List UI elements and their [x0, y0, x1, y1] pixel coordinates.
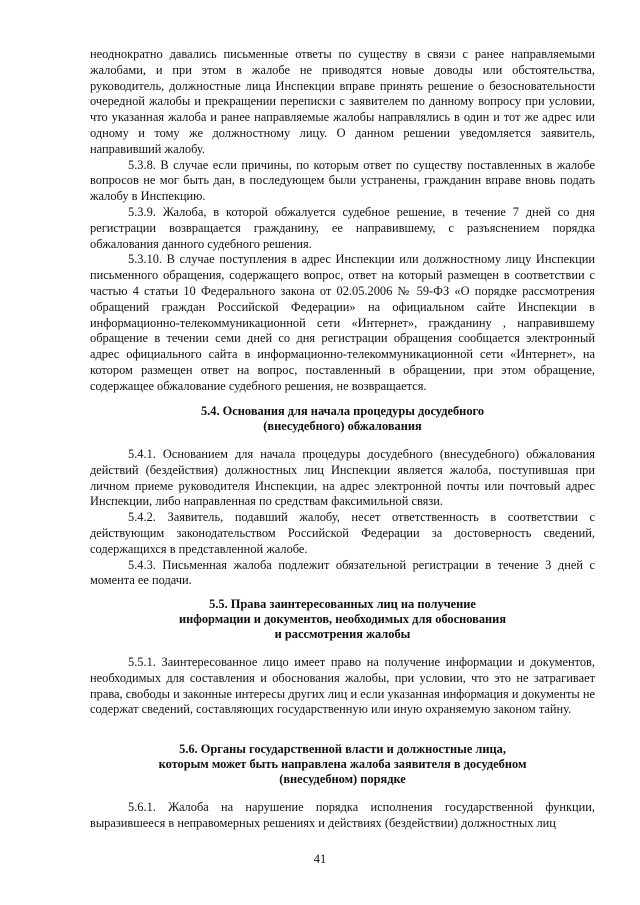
heading-line: и рассмотрения жалобы: [274, 627, 411, 642]
page-number: 41: [313, 852, 327, 866]
paragraph-5-3-10: 5.3.10. В случае поступления в адрес Инспекции или должностному лицу Инспекции письменного обращения, содержащего вопрос, ответ на который размещен в соответствии с частью 4 статьи 10 Федерального закона от 02.05.2006 № 59-ФЗ «О порядке рассмотрения обращений граждан Российской Федерации» на официальном сайте Инспекции в информационно-телекоммуникационной сети «Интернет», гражданину , направившему обращение в течении семи дней со дня регистрации обращения сообщается электронный адрес официального сайта в информационно-телекоммуникационной сети «Интернет», на котором размещен ответ на вопрос, поставленный в обращении, при этом обращение, содержащее обжалование судебного решения, не возвращается.: [90, 252, 595, 393]
paragraph-5-4-3: 5.4.3. Письменная жалоба подлежит обязательной регистрации в течение 3 дней с момента ее подачи.: [90, 557, 595, 588]
heading-line: 5.5. Права заинтересованных лиц на получение: [209, 597, 476, 611]
heading-line: 5.4. Основания для начала процедуры досудебного: [200, 404, 485, 418]
paragraph-5-3-8: 5.3.8. В случае если причины, по которым ответ по существу поставленных в жалобе вопросов не мог быть дан, в последующем были устранены, гражданин вправе вновь подать жалобу в Инспекцию.: [90, 157, 595, 204]
section-heading-5-6: [90, 742, 595, 788]
text-block-5-3: [90, 47, 595, 395]
paragraph-5-4-2: 5.4.2. Заявитель, подавший жалобу, несет ответственность в соответствии с действующим законодательством Российской Федерации за достоверность сведений, содержащихся в представленной жалобе.: [90, 510, 595, 556]
heading-line: 5.6. Органы государственной власти и должностные лица,: [179, 742, 506, 756]
heading-line: (внесудебном) порядке: [279, 772, 406, 787]
heading-line: информации и документов, необходимых для обоснования: [178, 612, 507, 627]
paragraph-5-3-9: 5.3.9. Жалоба, в которой обжалуется судебное решение, в течение 7 дней со дня регистрации возвращается гражданину, ее направившему, с разъяснением порядка обжалования данного судебного решения.: [90, 204, 595, 251]
section-heading-5-5: [90, 597, 595, 643]
text-block-5-5: [90, 655, 595, 718]
paragraph-5-5-1: 5.5.1. Заинтересованное лицо имеет право на получение информации и документов, необходимых для составления и обоснования жалобы, при условии, что это не затрагивает права, свободы и законные интересы других лиц и если указанная информация и документы не содержат сведений, составляющих государственную или иную охраняемую законом тайну.: [90, 655, 595, 717]
text-block-5-6: [90, 800, 595, 832]
paragraph-5-6-1: 5.6.1. Жалоба на нарушение порядка исполнения государственной функции, выразившееся в неправомерных решениях и действиях (бездействии) должностных лиц: [90, 800, 595, 830]
text-block-5-4: [90, 447, 595, 589]
paragraph-continuation: неоднократно давались письменные ответы по существу в связи с ранее направляемыми жалобами, и при этом в жалобе не приводятся новые доводы или обстоятельства, руководитель, должностные лица Инспекции вправе принять решение о безосновательности очередной жалобы и прекращении переписки с заявителем по данному вопросу при условии, что указанная жалоба и ранее направляемые жалобы направлялись в один и тот же адрес или одному и тому же должностному лицу. О данном решении уведомляется заявитель, направивший жалобу.: [90, 47, 595, 156]
section-heading-5-4: [90, 404, 595, 434]
heading-line: которым может быть направлена жалоба заявителя в досудебном: [158, 757, 527, 772]
heading-line: (внесудебного) обжалования: [263, 419, 422, 434]
paragraph-5-4-1: 5.4.1. Основанием для начала процедуры досудебного (внесудебного) обжалования действий (бездействия) должностных лиц Инспекции является жалоба, поступившая при личном приеме руководителя Инспекции, на адрес электронной почты или почтовый адрес Инспекции, либо направленная по средствам факсимильной связи.: [90, 447, 595, 509]
